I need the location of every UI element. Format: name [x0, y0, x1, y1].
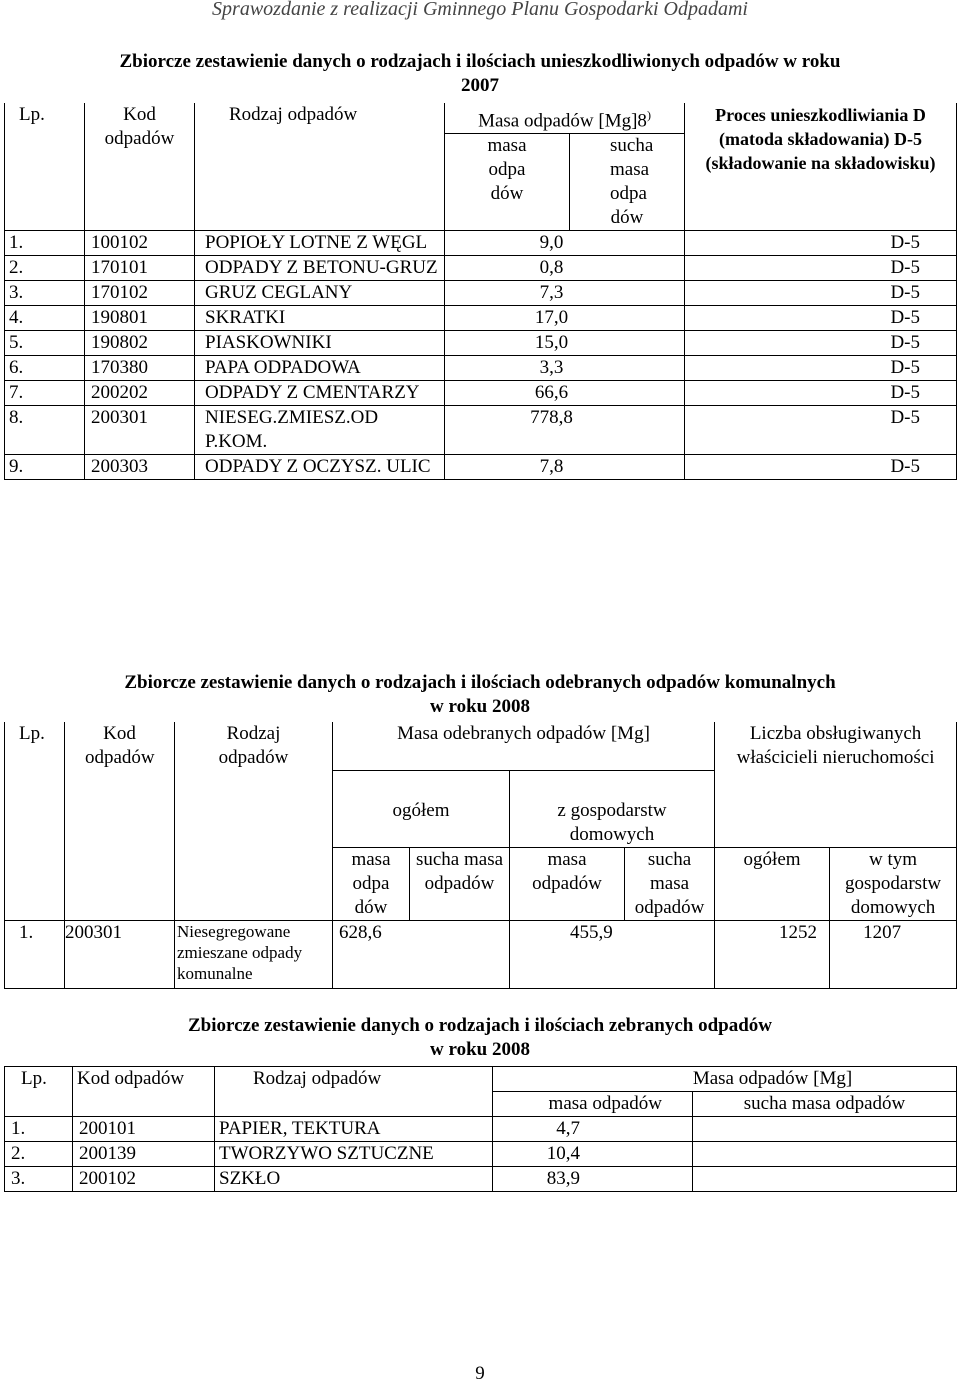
s3-cell-sucha-masa: [693, 1167, 957, 1192]
s1-cell-proces: D-5: [685, 455, 957, 480]
s2-header-liczba-ogolem: ogółem: [715, 847, 830, 920]
s3-cell-kod: 200139: [73, 1142, 215, 1167]
s1-cell-proces: D-5: [685, 231, 957, 256]
s3-table-row: [5, 1117, 957, 1142]
s2-cell-masa-gosp: 455,9: [510, 920, 715, 988]
s2-header-sucha-masa-2: sucha masa odpadów: [625, 847, 715, 920]
s3-cell-rodzaj: TWORZYWO SZTUCZNE: [215, 1142, 493, 1167]
section1-table: [4, 103, 957, 480]
s1-cell-lp: 4.: [5, 306, 85, 331]
s2-header-masa: Masa odebranych odpadów [Mg]: [333, 722, 715, 770]
s1-header-kod: Kod odpadów: [85, 103, 195, 231]
s1-table-row: [5, 406, 957, 455]
s1-cell-lp: 9.: [5, 455, 85, 480]
s3-cell-kod: 200102: [73, 1167, 215, 1192]
s3-table-row: [5, 1142, 957, 1167]
s1-cell-proces: D-5: [685, 306, 957, 331]
s3-header-kod: Kod odpadów: [73, 1067, 215, 1117]
s3-cell-masa: 4,7: [493, 1117, 693, 1142]
s1-cell-lp: 3.: [5, 281, 85, 306]
s1-cell-kod: 200202: [85, 381, 195, 406]
section3-table: [4, 1066, 957, 1192]
s1-cell-kod: 170380: [85, 356, 195, 381]
s1-table-row: [5, 381, 957, 406]
s2-header-gospodarstw: z gospodarstw domowych: [510, 770, 715, 847]
s1-header-proces: Proces unieszkodliwiania D (matoda składowania) D-5 (składowanie na składowisku): [685, 103, 957, 231]
s1-cell-lp: 7.: [5, 381, 85, 406]
s2-header-sucha-masa-1: sucha masa odpadów: [410, 847, 510, 920]
s1-cell-rodzaj: SKRATKI: [195, 306, 445, 331]
s3-cell-masa: 10,4: [493, 1142, 693, 1167]
s1-cell-kod: 170101: [85, 256, 195, 281]
s1-cell-masa: 7,3: [445, 281, 685, 306]
s1-cell-masa: 15,0: [445, 331, 685, 356]
s3-cell-sucha-masa: [693, 1117, 957, 1142]
s1-table-row: [5, 281, 957, 306]
s1-table-row: [5, 331, 957, 356]
s1-cell-masa: 9,0: [445, 231, 685, 256]
s2-header-lp: Lp.: [5, 722, 65, 920]
s1-cell-proces: D-5: [685, 281, 957, 306]
s1-cell-lp: 6.: [5, 356, 85, 381]
s3-cell-kod: 200101: [73, 1117, 215, 1142]
s1-cell-proces: D-5: [685, 256, 957, 281]
s3-header-masa: Masa odpadów [Mg]: [493, 1067, 957, 1092]
s3-header-rodzaj: Rodzaj odpadów: [215, 1067, 493, 1117]
s3-cell-rodzaj: SZKŁO: [215, 1167, 493, 1192]
s1-cell-lp: 2.: [5, 256, 85, 281]
s1-header-lp: Lp.: [5, 103, 85, 231]
s2-cell-rodzaj: Niesegregowane zmieszane odpady komunalne: [175, 920, 333, 988]
section2-title: [20, 671, 940, 719]
page-number: 9: [475, 1363, 485, 1384]
s1-header-sucha-masa: sucha masa odpa dów: [570, 134, 685, 231]
s1-cell-kod: 200303: [85, 455, 195, 480]
s1-header-masa: [445, 103, 685, 134]
s1-cell-rodzaj: PAPA ODPADOWA: [195, 356, 445, 381]
section1-title-line2: 2007: [461, 75, 499, 96]
s1-cell-rodzaj: PIASKOWNIKI: [195, 331, 445, 356]
s3-table-row: [5, 1167, 957, 1192]
s3-header-lp: Lp.: [5, 1067, 73, 1117]
s1-cell-masa: 0,8: [445, 256, 685, 281]
s1-cell-lp: 8.: [5, 406, 85, 455]
s2-cell-lp: 1.: [5, 920, 65, 988]
s1-cell-kod: 200301: [85, 406, 195, 455]
s1-cell-proces: D-5: [685, 356, 957, 381]
s1-table-row: [5, 231, 957, 256]
s1-cell-masa: 3,3: [445, 356, 685, 381]
s1-header-masa-text: Masa odpadów [Mg]8: [478, 110, 647, 132]
s2-cell-masa-ogolem: 628,6: [333, 920, 510, 988]
s1-cell-proces: D-5: [685, 331, 957, 356]
s1-table-row: [5, 256, 957, 281]
s3-cell-masa: 83,9: [493, 1167, 693, 1192]
s1-cell-kod: 190802: [85, 331, 195, 356]
s2-cell-liczba-gosp: 1207: [830, 920, 957, 988]
section2-table: [4, 722, 957, 989]
s2-header-masa-odpadow-2: masa odpadów: [510, 847, 625, 920]
s1-header-rodzaj: Rodzaj odpadów: [195, 103, 445, 231]
section3-title-line2: w roku 2008: [430, 1039, 530, 1060]
s1-header-masa-sup: ): [646, 108, 651, 122]
s1-cell-rodzaj: NIESEG.ZMIESZ.OD P.KOM.: [195, 406, 445, 455]
document-header: Sprawozdanie z realizacji Gminnego Planu Gospodarki Odpadami: [212, 0, 748, 20]
section3-title: [20, 1014, 940, 1062]
s1-cell-masa: 66,6: [445, 381, 685, 406]
s2-header-ogolem: ogółem: [333, 770, 510, 847]
s1-cell-rodzaj: GRUZ CEGLANY: [195, 281, 445, 306]
s1-cell-proces: D-5: [685, 381, 957, 406]
s2-header-liczba: Liczba obsługiwanych właścicieli nieruchomości: [715, 722, 957, 770]
s1-table-row: [5, 356, 957, 381]
s1-cell-rodzaj: POPIOŁY LOTNE Z WĘGL: [195, 231, 445, 256]
s3-cell-sucha-masa: [693, 1142, 957, 1167]
s3-cell-lp: 2.: [5, 1142, 73, 1167]
section1-title: [20, 50, 940, 98]
s2-cell-liczba-ogolem: 1252: [715, 920, 830, 988]
s1-cell-kod: 100102: [85, 231, 195, 256]
s2-cell-kod: 200301: [65, 920, 175, 988]
s1-cell-rodzaj: ODPADY Z OCZYSZ. ULIC: [195, 455, 445, 480]
section1-title-line1: Zbiorcze zestawienie danych o rodzajach i ilościach unieszkodliwionych odpadów w roku: [119, 51, 841, 72]
section2-title-line1: Zbiorcze zestawienie danych o rodzajach i ilościach odebranych odpadów komunalnych: [124, 672, 836, 693]
s1-cell-lp: 1.: [5, 231, 85, 256]
s1-cell-proces: D-5: [685, 406, 957, 455]
s1-cell-kod: 190801: [85, 306, 195, 331]
s2-header-rodzaj: Rodzaj odpadów: [175, 722, 333, 920]
s1-cell-kod: 170102: [85, 281, 195, 306]
s3-header-sucha-masa: sucha masa odpadów: [693, 1092, 957, 1117]
s1-cell-masa: 778,8: [445, 406, 685, 455]
s1-cell-masa: 17,0: [445, 306, 685, 331]
s1-cell-rodzaj: ODPADY Z CMENTARZY: [195, 381, 445, 406]
s3-cell-lp: 1.: [5, 1117, 73, 1142]
s2-header-masa-odpadow-1: masa odpa dów: [333, 847, 410, 920]
section2-title-line2: w roku 2008: [430, 696, 530, 717]
s1-cell-masa: 7,8: [445, 455, 685, 480]
section3-title-line1: Zbiorcze zestawienie danych o rodzajach i ilościach zebranych odpadów: [187, 1015, 773, 1036]
s1-header-masa-odpadow: masa odpa dów: [445, 134, 570, 231]
s2-header-w-tym: w tym gospodarstw domowych: [830, 847, 957, 920]
s1-cell-lp: 5.: [5, 331, 85, 356]
s1-table-row: [5, 306, 957, 331]
s1-cell-rodzaj: ODPADY Z BETONU-GRUZ: [195, 256, 445, 281]
s3-cell-lp: 3.: [5, 1167, 73, 1192]
s2-table-row: [5, 920, 957, 988]
s1-table-row: [5, 455, 957, 480]
s2-header-kod: Kod odpadów: [65, 722, 175, 920]
s3-cell-rodzaj: PAPIER, TEKTURA: [215, 1117, 493, 1142]
s3-header-masa-odpadow: masa odpadów: [493, 1092, 693, 1117]
